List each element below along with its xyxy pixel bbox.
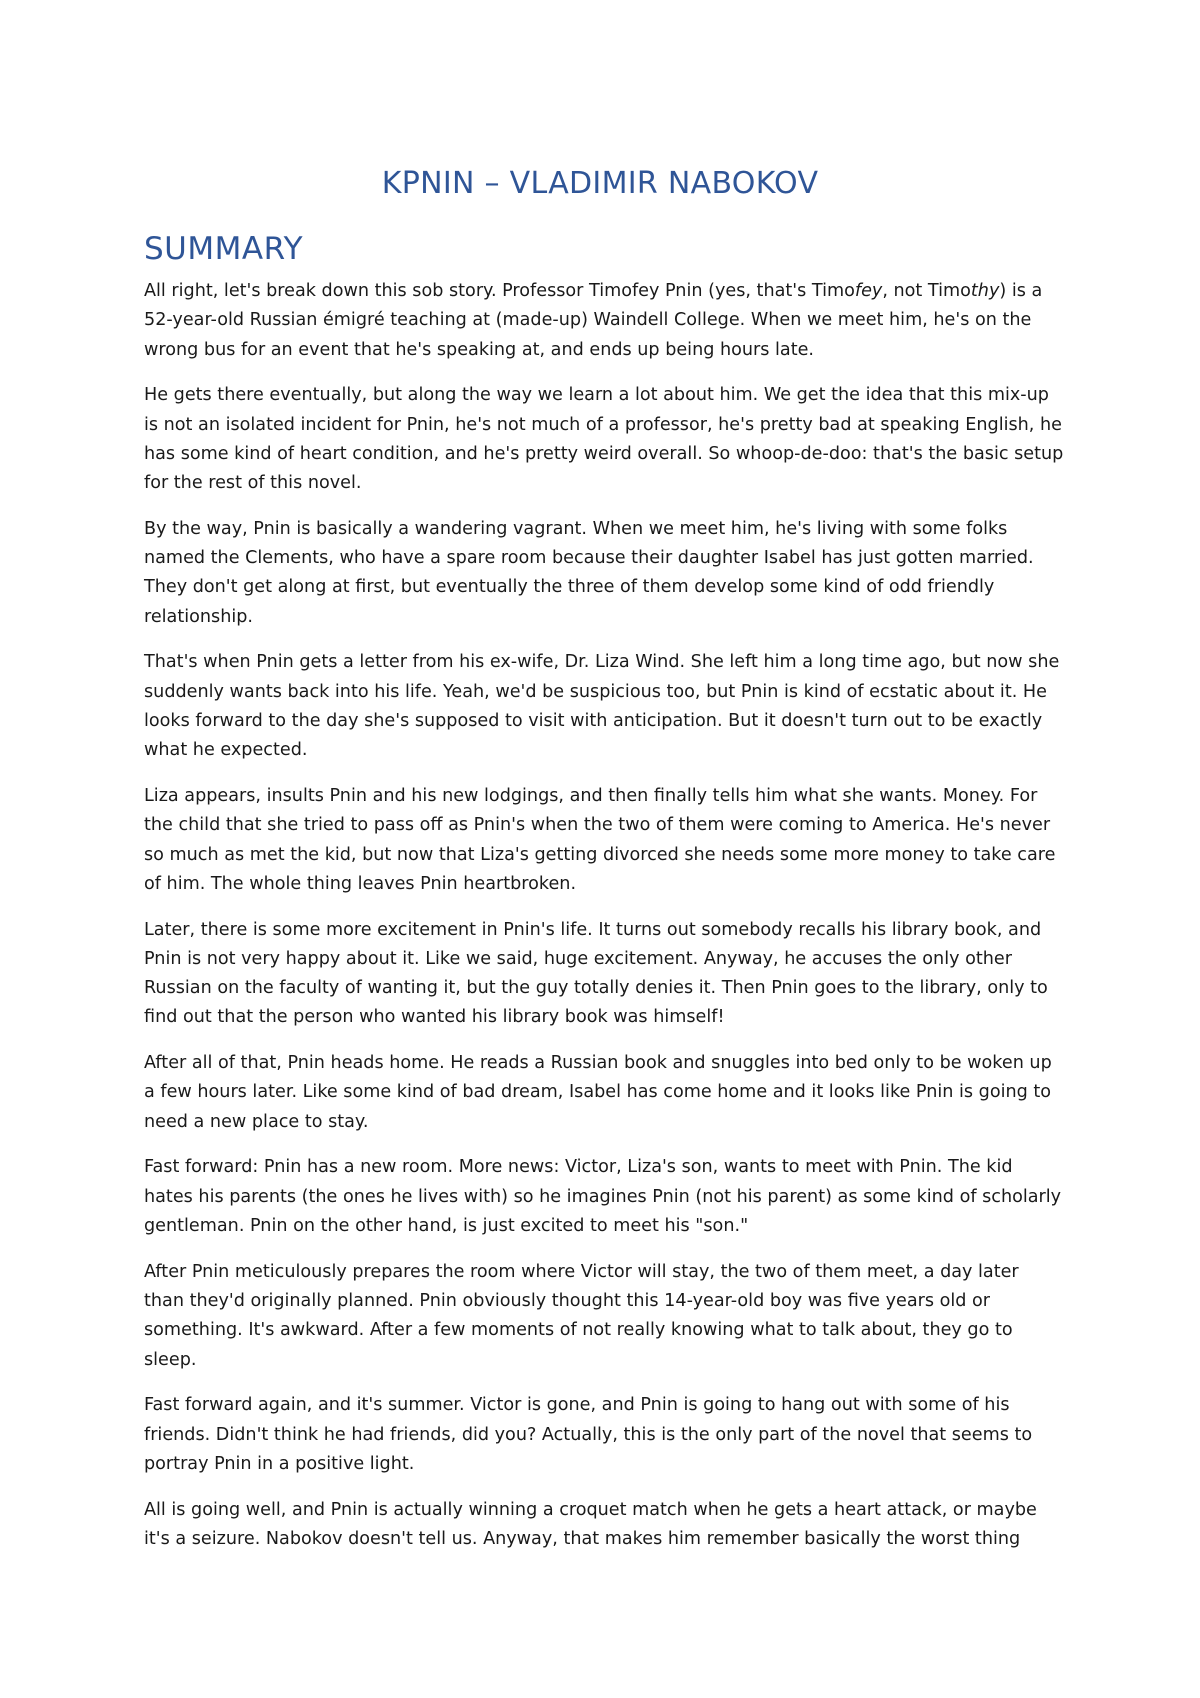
paragraph-text: ) is a 52-year-old Russian émigré teaching at (made-up) Waindell College. When we meet him, he's on the wrong bus for an event that he's speaking at, and ends up being hours late.	[144, 281, 1043, 360]
body-paragraph	[144, 1153, 1064, 1241]
body-paragraph	[144, 1391, 1064, 1479]
paragraph-text: , not Timo	[882, 281, 971, 301]
body-paragraph	[144, 277, 1064, 365]
body-paragraph	[144, 1049, 1064, 1137]
paragraph-text: All right, let's break down this sob story. Professor Timofey Pnin (yes, that's Timo	[144, 281, 855, 301]
summary-body	[144, 277, 1064, 1571]
emphasized-text: thy	[970, 281, 1000, 301]
paragraph-text: After Pnin meticulously prepares the room where Victor will stay, the two of them meet, a day later than they'd originally planned. Pnin obviously thought this 14-year-old boy was five years old or something. It's awkward. After a few moments of not really knowing what to talk about, they go to sleep.	[144, 1261, 1019, 1370]
body-paragraph	[144, 1496, 1064, 1555]
emphasized-text: fey	[854, 281, 883, 301]
paragraph-text: Fast forward: Pnin has a new room. More news: Victor, Liza's son, wants to meet with Pnin. The kid hates his parents (the ones he lives with) so he imagines Pnin (not his parent) as some kind of scholarly gentleman. Pnin on the other hand, is just excited to meet his "son."	[144, 1157, 1062, 1237]
paragraph-text: All is going well, and Pnin is actually winning a croquet match when he gets a heart attack, or maybe it's a seizure. Nabokov doesn't tell us. Anyway, that makes him remember basically the worst thing	[144, 1499, 1037, 1549]
paragraph-text: By the way, Pnin is basically a wandering vagrant. When we meet him, he's living with some folks named the Clements, who have a spare room because their daughter Isabel has just gotten married. They don't get along at first, but eventually the three of them develop some kind of odd friendly relationship.	[144, 518, 1034, 627]
document-title: KPNIN – VLADIMIR NABOKOV	[381, 166, 819, 201]
paragraph-text: After all of that, Pnin heads home. He reads a Russian book and snuggles into bed only to be woken up a few hours later. Like some kind of bad dream, Isabel has come home and it looks like Pnin is going to need a new place to stay.	[144, 1053, 1052, 1132]
body-paragraph	[144, 515, 1064, 632]
section-heading-summary: SUMMARY	[144, 231, 304, 267]
paragraph-text: Fast forward again, and it's summer. Victor is gone, and Pnin is going to hang out with some of his friends. Didn't think he had friends, did you? Actually, this is the only part of the novel that seems to portray Pnin in a positive light.	[144, 1395, 1033, 1474]
body-paragraph	[144, 648, 1064, 765]
body-paragraph	[144, 916, 1064, 1033]
paragraph-text: Liza appears, insults Pnin and his new lodgings, and then finally tells him what she wants. Money. For the child that she tried to pass off as Pnin's when the two of them were coming to America. He's never so much as met the kid, but now that Liza's getting divorced she needs some more money to take care of him. The whole thing leaves Pnin heartbroken.	[144, 786, 1056, 894]
paragraph-text: He gets there eventually, but along the way we learn a lot about him. We get the idea that this mix-up is not an isolated incident for Pnin, he's not much of a professor, he's pretty bad at speaking English, he has some kind of heart condition, and he's pretty weird overall. So whoop-de-doo: that's the basic setup for the rest of this novel.	[144, 385, 1064, 494]
paragraph-text: Later, there is some more excitement in Pnin's life. It turns out somebody recalls his library book, and Pnin is not very happy about it. Like we said, huge excitement. Anyway, he accuses the only other Russian on the faculty of wanting it, but the guy totally denies it. Then Pnin goes to the library, only to find out that the person who wanted his library book was himself!	[144, 919, 1048, 1028]
body-paragraph	[144, 1258, 1064, 1375]
paragraph-text: That's when Pnin gets a letter from his ex-wife, Dr. Liza Wind. She left him a long time ago, but now she suddenly wants back into his life. Yeah, we'd be suspicious too, but Pnin is kind of ecstatic about it. He looks forward to the day she's supposed to visit with anticipation. But it doesn't turn out to be exactly what he expected.	[144, 652, 1060, 761]
body-paragraph	[144, 381, 1064, 498]
body-paragraph	[144, 782, 1064, 899]
